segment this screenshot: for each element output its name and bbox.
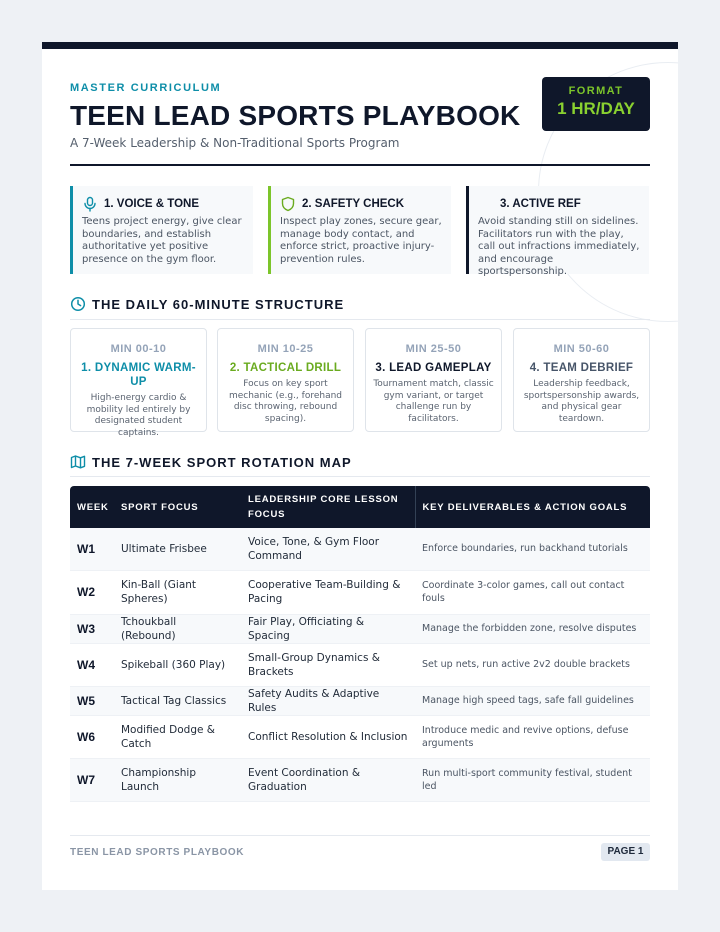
column-header-week: WEEK [77, 501, 109, 513]
daily-structure-steps [70, 328, 650, 438]
top-accent-bar [42, 42, 678, 49]
week-cell: W5 [77, 693, 95, 708]
step-title: 4. TEAM DEBRIEF [529, 362, 634, 374]
page-title: TEEN LEAD SPORTS PLAYBOOK [70, 100, 521, 131]
playbook-page [42, 42, 678, 890]
header-divider [70, 164, 650, 166]
structure-step [365, 328, 502, 432]
table-header-row [70, 486, 650, 528]
table-row [70, 715, 650, 758]
step-body: Tournament match, classic gym variant, or target challenge run by facilitators. [373, 379, 494, 424]
column-header-sport: SPORT FOCUS [121, 501, 199, 513]
step-time: MIN 25-50 [405, 343, 462, 355]
microphone-icon [82, 196, 98, 212]
principle-body: Teens project energy, give clear boundaries, and establish authoritative yet positive presence on the gym floor. [82, 216, 242, 265]
format-value: 1 HR/DAY [557, 99, 635, 118]
section-title: THE 7-WEEK SPORT ROTATION MAP [92, 454, 352, 470]
principles-row [70, 186, 650, 277]
principle-title: 1. VOICE & TONE [104, 198, 200, 210]
principle-card-safety [268, 186, 451, 274]
goal-cell: Manage high speed tags, safe fall guidelines [422, 695, 634, 706]
rotation-table-wrap [70, 486, 650, 802]
week-cell: W2 [77, 585, 95, 599]
format-badge [542, 77, 650, 131]
footer-title: TEEN LEAD SPORTS PLAYBOOK [70, 847, 245, 858]
goal-cell: Enforce boundaries, run backhand tutorials [422, 543, 628, 555]
footer-divider [70, 835, 650, 836]
format-label: FORMAT [568, 85, 624, 97]
goal-cell: Manage the forbidden zone, resolve disputes [422, 623, 637, 634]
principle-accent-bar [268, 186, 271, 274]
sport-cell: Championship Launch [121, 766, 197, 793]
step-time: MIN 10-25 [257, 343, 314, 355]
rotation-section-header [70, 451, 650, 473]
sport-cell: Kin-Ball (Giant Spheres) [121, 579, 197, 605]
rotation-table [70, 486, 650, 802]
step-body: High-energy cardio & mobility led entirely by designated student captains. [86, 393, 191, 438]
step-time: MIN 50-60 [553, 343, 610, 355]
table-row [70, 528, 650, 570]
column-header-lesson: LEADERSHIP CORE LESSON FOCUS [248, 494, 399, 520]
lesson-cell: Safety Audits & Adaptive Rules [248, 687, 380, 714]
principle-card-voice [70, 186, 253, 274]
step-body: Focus on key sport mechanic (e.g., forehand disc throwing, rebound spacing). [228, 379, 343, 424]
page-subtitle: A 7-Week Leadership & Non-Traditional Sports Program [70, 136, 400, 150]
step-body: Leadership feedback, sportspersonship awards, and physical gear teardown. [523, 379, 640, 424]
lesson-cell: Cooperative Team-Building & Pacing [248, 579, 401, 605]
structure-step [70, 328, 207, 438]
table-row [70, 758, 650, 801]
principle-card-ref [466, 186, 649, 277]
lesson-cell: Fair Play, Officiating & Spacing [248, 615, 365, 642]
structure-step [513, 328, 650, 432]
principle-body: Avoid standing still on sidelines. Facilitators run with the play, call out infractions immediately, and encourage sportspersonship. [478, 216, 640, 277]
goal-cell: Coordinate 3-color games, call out contact fouls [422, 580, 625, 604]
sport-cell: Ultimate Frisbee [121, 542, 207, 555]
shield-icon [280, 196, 296, 212]
week-cell: W1 [77, 541, 95, 556]
step-title: 2. TACTICAL DRILL [229, 362, 342, 374]
sport-cell: Spikeball (360 Play) [121, 658, 226, 671]
table-row [70, 686, 650, 715]
goal-cell: Run multi-sport community festival, student led [422, 767, 632, 792]
table-row [70, 643, 650, 686]
section-divider [70, 476, 650, 477]
map-icon [70, 454, 86, 470]
week-cell: W6 [77, 729, 95, 744]
page-number-badge: PAGE 1 [601, 843, 650, 861]
table-row [70, 570, 650, 614]
clock-icon [70, 296, 86, 312]
week-cell: W3 [77, 621, 95, 636]
week-cell: W7 [77, 772, 95, 787]
week-cell: W4 [77, 657, 95, 672]
lesson-cell: Event Coordination & Graduation [248, 766, 361, 793]
sport-cell: Modified Dodge & Catch [121, 723, 215, 750]
lesson-cell: Small-Group Dynamics & Brackets [248, 651, 380, 678]
sport-cell: Tactical Tag Classics [121, 694, 227, 707]
lesson-cell: Voice, Tone, & Gym Floor Command [248, 535, 380, 562]
step-time: MIN 00-10 [110, 343, 167, 355]
eyebrow-label: MASTER CURRICULUM [70, 82, 222, 94]
goal-cell: Introduce medic and revive options, defuse arguments [422, 724, 629, 749]
step-title: 3. LEAD GAMEPLAY [375, 362, 492, 374]
principle-accent-bar [466, 186, 469, 274]
principle-accent-bar [70, 186, 73, 274]
structure-step [217, 328, 354, 432]
principle-title: 2. SAFETY CHECK [302, 198, 405, 210]
table-row [70, 614, 650, 643]
goal-cell: Set up nets, run active 2v2 double brackets [422, 659, 630, 670]
step-title: 1. DYNAMIC WARM-UP [81, 362, 196, 388]
section-divider [70, 319, 650, 320]
structure-section-header [70, 293, 650, 315]
section-title: THE DAILY 60-MINUTE STRUCTURE [92, 296, 345, 312]
sport-cell: Tchoukball (Rebound) [121, 615, 177, 642]
principle-body: Inspect play zones, secure gear, manage body contact, and enforce strict, proactive injury-prevention rules. [280, 216, 442, 265]
lesson-cell: Conflict Resolution & Inclusion [248, 730, 408, 743]
principle-title: 3. ACTIVE REF [500, 198, 581, 210]
column-header-goals: KEY DELIVERABLES & ACTION GOALS [415, 486, 650, 528]
